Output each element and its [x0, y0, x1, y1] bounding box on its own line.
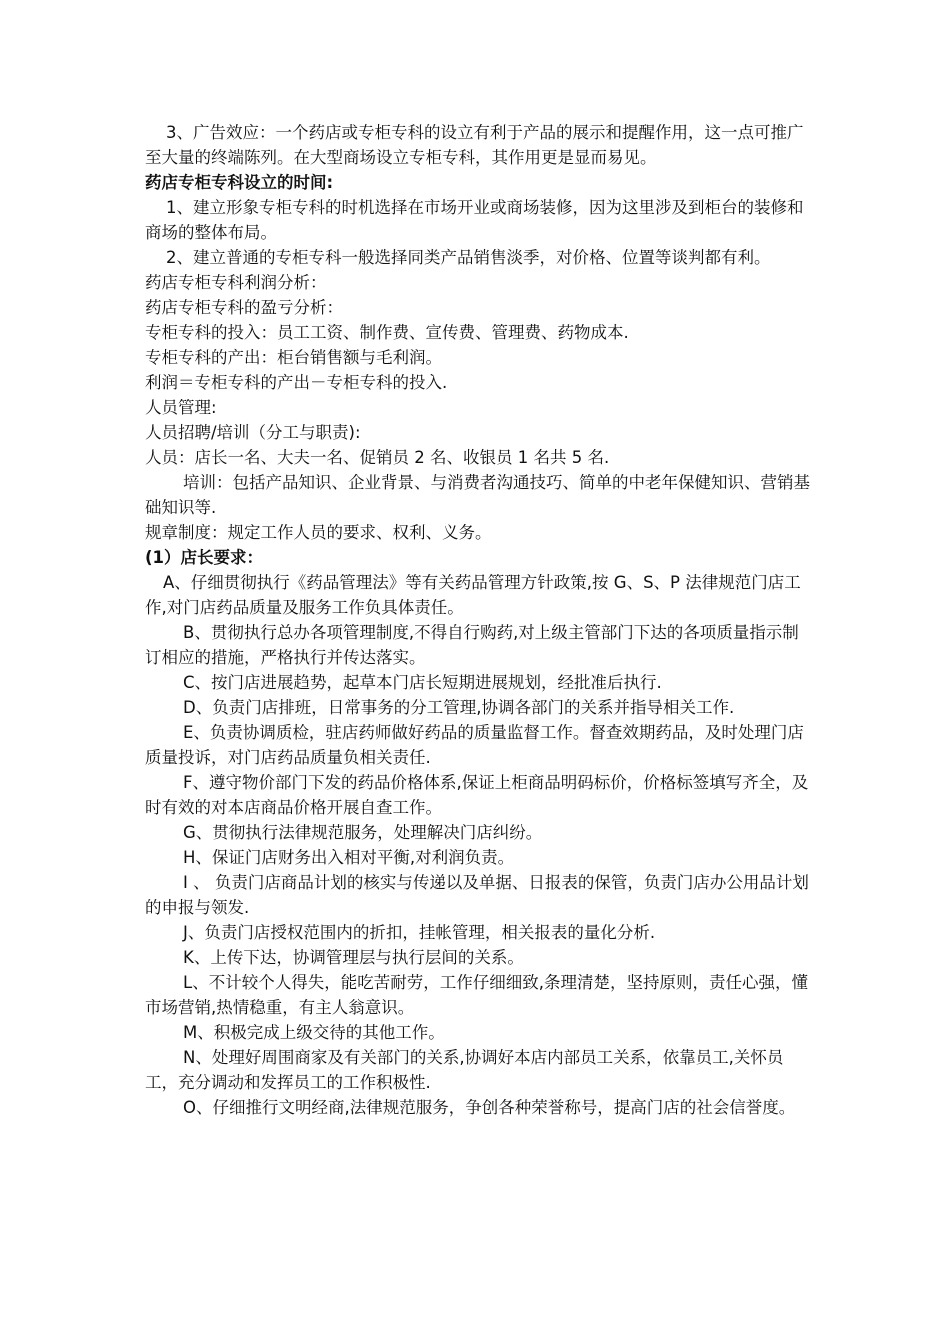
list-item-e: E、负责协调质检，驻店药师做好药品的质量监督工作。督查效期药品，及时处理门店质量投诉，对门店药品质量负相关责任.: [145, 723, 804, 767]
list-item-l: L、不计较个人得失，能吃苦耐劳，工作仔细细致,条理清楚，坚持原则，责任心强，懂市场营销,热情稳重，有主人翁意识。: [145, 973, 808, 1017]
list-item-i: I 、 负责门店商品计划的核实与传递以及单据、日报表的保管，负责门店办公用品计划的申报与领发.: [145, 873, 809, 917]
list-item-f: F、遵守物价部门下发的药品价格体系,保证上柜商品明码标价，价格标签填写齐全，及时有效的对本店商品价格开展自查工作。: [145, 773, 809, 817]
heading-profit-analysis: 药店专柜专科利润分析：: [145, 273, 327, 292]
list-item-a: A、仔细贯彻执行《药品管理法》等有关药品管理方针政策,按 G、S、P 法律规范门店工作,对门店药品质量及服务工作负具体责任。: [145, 573, 801, 617]
paragraph-advertising-effect: 3、广告效应：一个药店或专柜专科的设立有利于产品的展示和提醒作用，这一点可推广至大量的终端陈列。在大型商场设立专柜专科，其作用更是显而易见。: [145, 123, 804, 167]
paragraph-profit-loss-analysis: 药店专柜专科的盈亏分析：: [145, 298, 343, 317]
list-item-o: O、仔细推行文明经商,法律规范服务，争创各种荣誉称号，提高门店的社会信誉度。: [183, 1098, 796, 1117]
paragraph-normal-counter-timing: 2、建立普通的专柜专科一般选择同类产品销售淡季，对价格、位置等谈判都有利。: [166, 248, 771, 267]
heading-setup-timing: 药店专柜专科设立的时间:: [145, 173, 334, 192]
paragraph-image-counter-timing: 1、建立形象专柜专科的时机选择在市场开业或商场装修，因为这里涉及到柜台的装修和商场的整体布局。: [145, 198, 804, 242]
list-item-c: C、按门店进展趋势，起草本门店长短期进展规划，经批准后执行.: [183, 673, 662, 692]
list-item-k: K、上传下达，协调管理层与执行层间的关系。: [183, 948, 524, 967]
paragraph-rules-regulations: 规章制度：规定工作人员的要求、权利、义务。: [145, 523, 492, 542]
list-item-n: N、处理好周围商家及有关部门的关系,协调好本店内部员工关系，依靠员工,关怀员工，充分调动和发挥员工的工作积极性.: [145, 1048, 784, 1092]
paragraph-counter-output: 专柜专科的产出：柜台销售额与毛利润。: [145, 348, 442, 367]
paragraph-staff-count: 人员：店长一名、大夫一名、促销员 2 名、收银员 1 名共 5 名.: [145, 448, 610, 467]
list-item-d: D、负责门店排班，日常事务的分工管理,协调各部门的关系并指导相关工作.: [183, 698, 735, 717]
list-item-h: H、保证门店财务出入相对平衡,对利润负责。: [183, 848, 515, 867]
heading-manager-requirements: (1）店长要求：: [145, 548, 264, 567]
paragraph-recruitment-training: 人员招聘/培训（分工与职责):: [145, 423, 361, 442]
heading-staff-management: 人员管理:: [145, 398, 217, 417]
paragraph-profit-formula: 利润＝专柜专科的产出－专柜专科的投入.: [145, 373, 448, 392]
list-item-j: J、负责门店授权范围内的折扣，挂帐管理，相关报表的量化分析.: [183, 923, 656, 942]
document-body: [145, 120, 810, 1120]
list-item-b: B、贯彻执行总办各项管理制度,不得自行购药,对上级主管部门下达的各项质量指示制订相应的措施，严格执行并传达落实。: [145, 623, 799, 667]
list-item-g: G、贯彻执行法律规范服务，处理解决门店纠纷。: [183, 823, 543, 842]
paragraph-counter-input: 专柜专科的投入：员工工资、制作费、宣传费、管理费、药物成本.: [145, 323, 629, 342]
paragraph-training-content: 培训：包括产品知识、企业背景、与消费者沟通技巧、简单的中老年保健知识、营销基础知识等.: [145, 473, 810, 517]
list-item-m: M、积极完成上级交待的其他工作。: [183, 1023, 445, 1042]
